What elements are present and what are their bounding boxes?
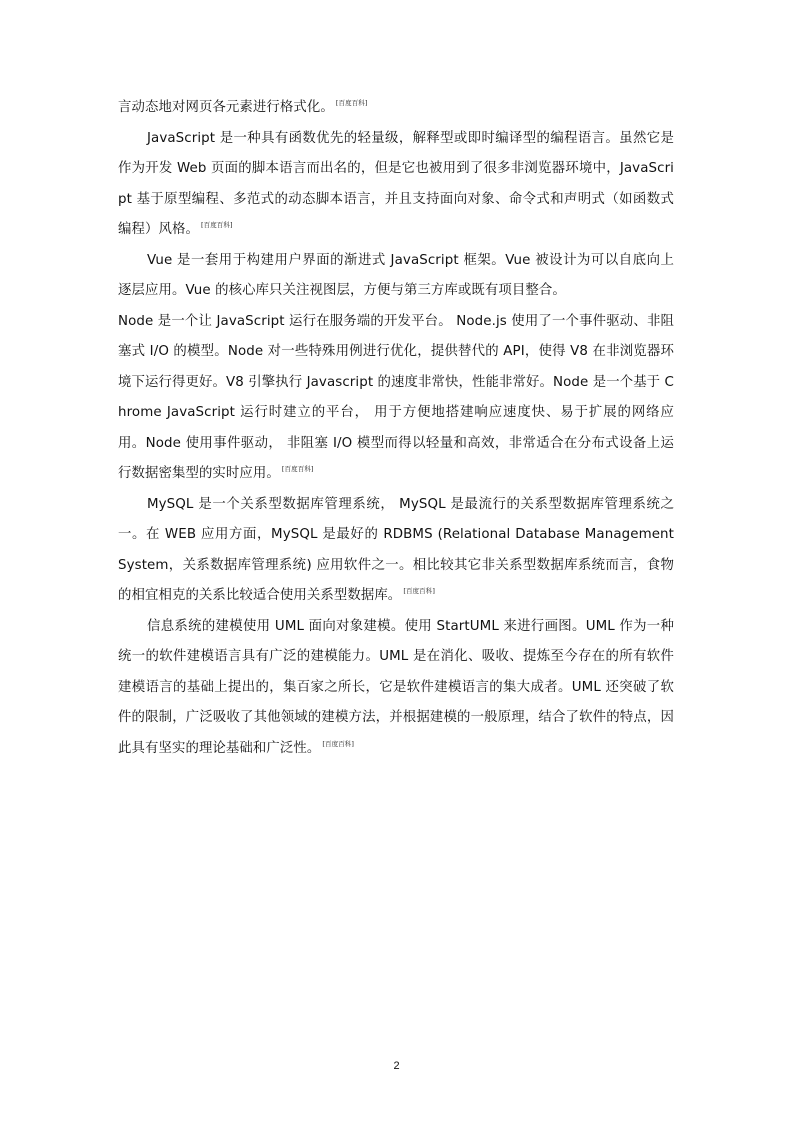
- paragraph-vue: [118, 246, 674, 307]
- citation-mark: [百度百科]: [322, 739, 355, 748]
- citation-mark: [百度百科]: [281, 465, 314, 473]
- paragraph-javascript: [118, 124, 674, 246]
- citation-mark: [百度百科]: [200, 221, 233, 229]
- paragraph-mysql: [118, 490, 674, 612]
- paragraph-text: Vue 是一套用于构建用户界面的渐进式 JavaScript 框架。Vue 被设计为可以自底向上逐层应用。Vue 的核心库只关注视图层，方便与第三方库或既有项目整合。: [118, 252, 674, 298]
- paragraph-text: JavaScript 是一种具有函数优先的轻量级，解释型或即时编译型的编程语言。虽然它是作为开发 Web 页面的脚本语言而出名的，但是它也被用到了很多非浏览器环境中，JavaScript 基于原型编程、多范式的动态脚本语言，并且支持面向对象、命令式和声明式（如函数式编程）风格。: [118, 130, 674, 237]
- paragraph-node: [118, 307, 674, 490]
- paragraph-text: 言动态地对网页各元素进行格式化。: [118, 100, 334, 115]
- paragraph-uml: [118, 612, 674, 765]
- document-body: [118, 93, 674, 764]
- page-number: 2: [393, 1060, 400, 1072]
- citation-mark: [百度百科]: [403, 587, 435, 595]
- paragraph-text: Node 是一个让 JavaScript 运行在服务端的开发平台。 Node.js 使用了一个事件驱动、非阻塞式 I/O 的模型。Node 对一些特殊用例进行优化，提供替代的 API，使得 V8 在非浏览器环境下运行得更好。V8 引擎执行 Javascript 的速度非常快，性能非常好。Node 是一个基于 Chrome JavaScript 运行时建立的平台， 用于方便地搭建响应速度快、易于扩展的网络应用。Node 使用事件驱动， 非阻塞 I/O 模型而得以轻量和高效，非常适合在分布式设备上运行数据密集型的实时应用。: [118, 313, 674, 481]
- paragraph-text: 信息系统的建模使用 UML 面向对象建模。使用 StartUML 来进行画图。UML 作为一种统一的软件建模语言具有广泛的建模能力。UML 是在消化、吸收、提炼至今存在的所有软件建模语言的基础上提出的，集百家之所长，它是软件建模语言的集大成者。UML 还突破了软件的限制，广泛吸收了其他领域的建模方法，并根据建模的一般原理，结合了软件的特点，因此具有坚实的理论基础和广泛性。: [118, 618, 674, 756]
- paragraph-text: MySQL 是一个关系型数据库管理系统， MySQL 是最流行的关系型数据库管理系统之一。在 WEB 应用方面，MySQL 是最好的 RDBMS (Relational Database Management System，关系数据库管理系统) 应用软件之一。相比较其它非关系型数据库系统而言，食物的相宜相克的关系比较适合使用关系型数据库。: [118, 496, 674, 603]
- paragraph-css-end: [118, 93, 674, 124]
- citation-mark: [百度百科]: [335, 99, 368, 107]
